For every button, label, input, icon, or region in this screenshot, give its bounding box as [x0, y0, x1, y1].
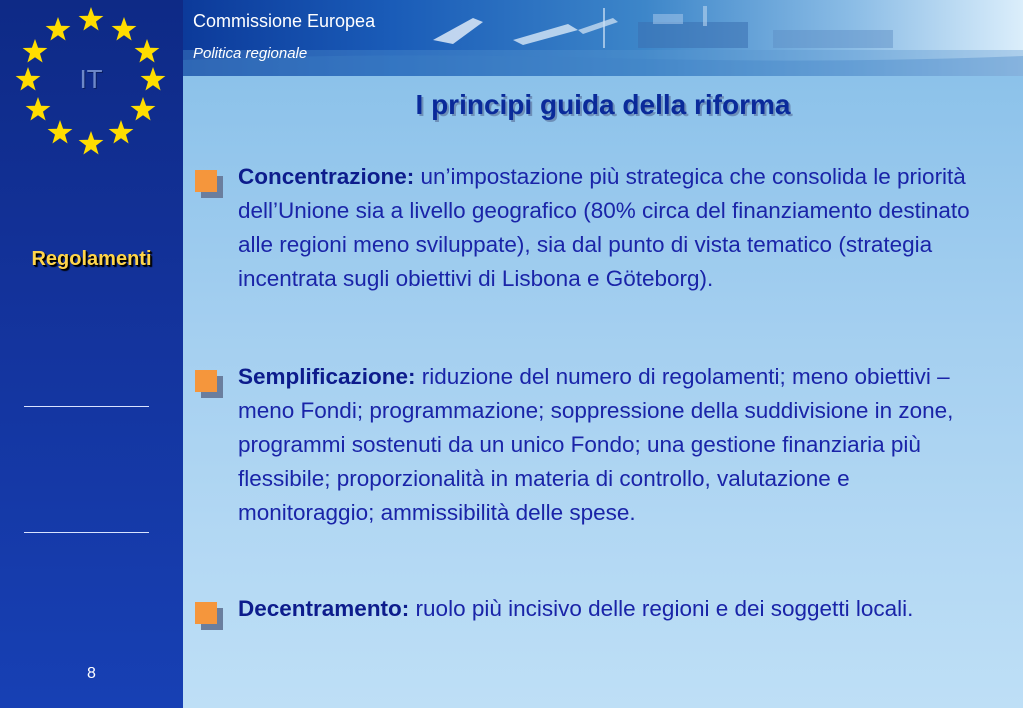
bullet-term: Decentramento:: [238, 596, 410, 621]
square-bullet-icon: [195, 602, 225, 632]
section-label: Regolamenti: [31, 248, 152, 270]
sidebar-divider: [24, 532, 149, 533]
organization-name: Commissione Europea: [193, 11, 376, 31]
sidebar-divider: [24, 406, 149, 407]
bullet-text: [238, 160, 978, 296]
bullet-text: [238, 592, 978, 626]
square-bullet-icon: [195, 170, 225, 200]
square-bullet-icon: [195, 370, 225, 400]
bullet-text: [238, 360, 978, 530]
bullet-term: Semplificazione:: [238, 364, 416, 389]
country-code: IT: [79, 64, 103, 94]
department-name: Politica regionale: [193, 45, 308, 62]
slide-content: [183, 76, 1023, 708]
bullet-description: riduzione del numero di regolamenti; meno obiettivi – meno Fondi; programmazione; soppressione della suddivisione in zone, programmi sostenuti da un unico Fondo; una gestione finanziaria più flessibile; proporzionalità in materia di controllo, valutazione e monitoraggio; ammissibilità delle spese.: [238, 364, 954, 525]
bullet-description: un’impostazione più strategica che consolida le priorità dell’Unione sia a livello geografico (80% circa del finanziamento destinato alle regioni meno sviluppate), sia dal punto di vista tematico (strategia incentrata sugli obiettivi di Lisbona e Göteborg).: [238, 164, 970, 291]
bullet-description: ruolo più incisivo delle regioni e dei soggetti locali.: [409, 596, 914, 621]
sidebar: [0, 0, 183, 708]
page-number: 8: [87, 665, 96, 682]
header-banner: [183, 0, 1023, 76]
slide-title: I principi guida della riforma: [415, 89, 791, 120]
bullet-term: Concentrazione:: [238, 164, 415, 189]
